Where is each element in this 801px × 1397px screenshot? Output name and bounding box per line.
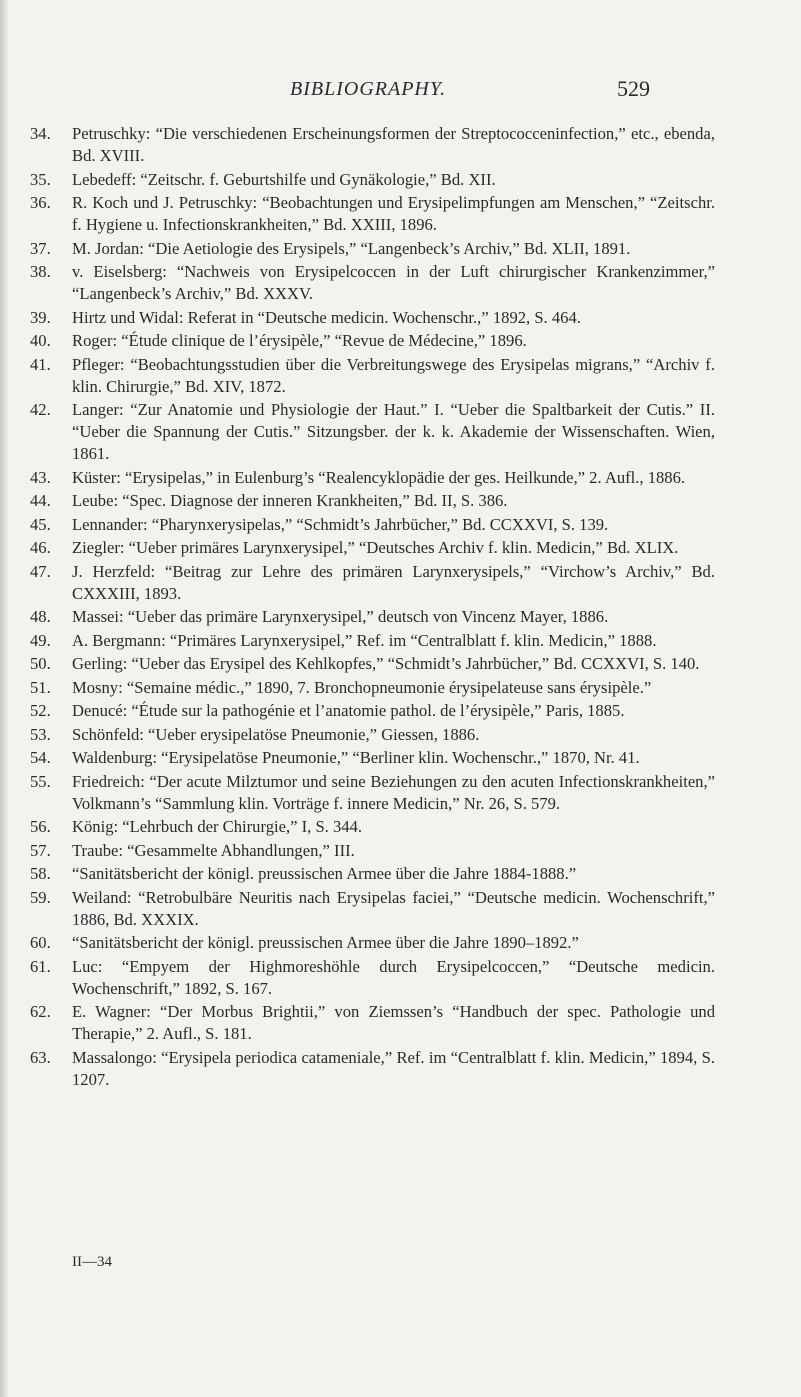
entry-text: Lennander: “Pharynxerysipelas,” “Schmidt’s Jahrbücher,” Bd. CCXXVI, S. 139. bbox=[72, 514, 609, 534]
entry-number: 62. bbox=[30, 1002, 51, 1021]
entry-number: 60. bbox=[30, 933, 51, 952]
entry-number: 38. bbox=[30, 262, 51, 281]
printer-signature: II—34 bbox=[72, 1254, 112, 1270]
bibliography-entry bbox=[30, 630, 715, 652]
page-number: 529 bbox=[617, 76, 650, 101]
entry-number: 61. bbox=[30, 956, 51, 976]
bibliography-entry bbox=[30, 956, 715, 1000]
entry-number: 58. bbox=[30, 864, 51, 883]
entry-text: “Sanitätsbericht der königl. preussischen Armee über die Jahre 1884-1888.” bbox=[72, 864, 577, 883]
bibliography-entry bbox=[30, 724, 715, 746]
bibliography-entry bbox=[30, 169, 715, 191]
entry-number: 34. bbox=[30, 124, 51, 143]
bibliography-entry bbox=[30, 192, 715, 236]
entry-text: Langer: “Zur Anatomie und Physiologie der Haut.” I. “Ueber die Spaltbarkeit der Cutis.” II. “Ueber die Spannung der Cutis.” Sitzungsber. der k. k. Akademie der Wissenschaften. Wien, 1861. bbox=[72, 400, 715, 463]
entry-text: Gerling: “Ueber das Erysipel des Kehlkopfes,” “Schmidt’s Jahrbücher,” Bd. CCXXVI, S. 140. bbox=[72, 654, 700, 673]
bibliography-entry bbox=[30, 653, 715, 675]
bibliography-entry bbox=[30, 863, 715, 885]
bibliography-entry bbox=[30, 490, 715, 512]
entry-text: Hirtz und Widal: Referat in “Deutsche medicin. Wochenschr.,” 1892, S. 464. bbox=[72, 307, 581, 327]
entry-number: 50. bbox=[30, 654, 51, 673]
entry-number: 54. bbox=[30, 748, 51, 767]
entry-number: 47. bbox=[30, 561, 51, 581]
entry-number: 46. bbox=[30, 538, 51, 557]
bibliography-entry bbox=[30, 1001, 715, 1045]
bibliography-entry bbox=[30, 932, 715, 954]
entry-text: König: “Lehrbuch der Chirurgie,” I, S. 344. bbox=[72, 817, 363, 836]
entry-text: Pfleger: “Beobachtungsstudien über die Verbreitungswege des Erysipelas migrans,” “Archiv f. klin. Chirurgie,” Bd. XIV, 1872. bbox=[72, 354, 715, 396]
entry-number: 56. bbox=[30, 817, 51, 836]
entry-number: 35. bbox=[30, 169, 51, 189]
bibliography-entry bbox=[30, 354, 715, 398]
bibliography-entry bbox=[30, 514, 715, 536]
entry-number: 36. bbox=[30, 193, 51, 212]
entry-number: 51. bbox=[30, 677, 51, 697]
page-binding-edge bbox=[0, 0, 8, 1397]
bibliography-entry bbox=[30, 606, 715, 628]
bibliography-entry bbox=[30, 307, 715, 329]
entry-text: J. Herzfeld: “Beitrag zur Lehre des primären Larynxerysipels,” “Virchow’s Archiv,” Bd. CXXXIII, 1893. bbox=[72, 561, 715, 603]
bibliography-entry bbox=[30, 330, 715, 352]
entry-number: 49. bbox=[30, 630, 51, 650]
entry-number: 43. bbox=[30, 467, 51, 487]
entry-text: Denucé: “Étude sur la pathogénie et l’anatomie pathol. de l’érysipèle,” Paris, 1885. bbox=[72, 701, 625, 720]
bibliography-entry bbox=[30, 887, 715, 931]
entry-text: Leube: “Spec. Diagnose der inneren Krankheiten,” Bd. II, S. 386. bbox=[72, 491, 508, 510]
entry-text: Petruschky: “Die verschiedenen Erscheinungsformen der Streptococceninfection,” etc., ebenda, Bd. XVIII. bbox=[72, 124, 715, 165]
entry-text: Schönfeld: “Ueber erysipelatöse Pneumonie,” Giessen, 1886. bbox=[72, 724, 480, 744]
bibliography-entry bbox=[30, 261, 715, 305]
bibliography-entry bbox=[30, 537, 715, 559]
bibliography-entry bbox=[30, 399, 715, 465]
bibliography-entry bbox=[30, 677, 715, 699]
entry-number: 52. bbox=[30, 701, 51, 720]
entry-text: E. Wagner: “Der Morbus Brightii,” von Ziemssen’s “Handbuch der spec. Pathologie und Therapie,” 2. Aufl., S. 181. bbox=[72, 1002, 715, 1043]
entry-text: A. Bergmann: “Primäres Larynxerysipel,” Ref. im “Centralblatt f. klin. Medicin,” 1888. bbox=[72, 630, 657, 650]
bibliography-entry bbox=[30, 238, 715, 260]
bibliography-entry bbox=[30, 1047, 715, 1091]
bibliography-entry bbox=[30, 123, 715, 167]
entry-number: 42. bbox=[30, 400, 51, 419]
entry-text: Luc: “Empyem der Highmoreshöhle durch Erysipelcoccen,” “Deutsche medicin. Wochenschrift,” 1892, S. 167. bbox=[72, 956, 715, 998]
entry-number: 63. bbox=[30, 1047, 51, 1067]
entry-number: 40. bbox=[30, 331, 51, 350]
entry-text: Massalongo: “Erysipela periodica catameniale,” Ref. im “Centralblatt f. klin. Medicin,” 1894, S. 1207. bbox=[72, 1047, 715, 1089]
bibliography-entry bbox=[30, 561, 715, 605]
entry-number: 41. bbox=[30, 354, 51, 374]
entry-text: Roger: “Étude clinique de l’érysipèle,” “Revue de Médecine,” 1896. bbox=[72, 331, 527, 350]
entry-number: 59. bbox=[30, 887, 51, 907]
entry-text: R. Koch und J. Petruschky: “Beobachtungen und Erysipelimpfungen am Menschen,” “Zeitschr. f. Hygiene u. Infectionskrankheiten,” Bd. XXIII, 1896. bbox=[72, 193, 715, 234]
entry-number: 55. bbox=[30, 771, 51, 791]
bibliography-entry bbox=[30, 840, 715, 862]
entry-text: Weiland: “Retrobulbäre Neuritis nach Erysipelas faciei,” “Deutsche medicin. Wochenschrift,” 1886, Bd. XXXIX. bbox=[72, 887, 715, 929]
bibliography-list bbox=[30, 123, 715, 1092]
page-header bbox=[0, 78, 801, 108]
entry-text: “Sanitätsbericht der königl. preussischen Armee über die Jahre 1890–1892.” bbox=[72, 933, 579, 952]
bibliography-entry bbox=[30, 700, 715, 722]
entry-number: 45. bbox=[30, 514, 51, 534]
entry-text: Lebedeff: “Zeitschr. f. Geburtshilfe und Gynäkologie,” Bd. XII. bbox=[72, 169, 496, 189]
entry-text: Küster: “Erysipelas,” in Eulenburg’s “Realencyklopädie der ges. Heilkunde,” 2. Aufl., 1886. bbox=[72, 467, 686, 487]
bibliography-entry bbox=[30, 467, 715, 489]
bibliography-entry bbox=[30, 816, 715, 838]
bibliography-entry bbox=[30, 771, 715, 815]
entry-number: 57. bbox=[30, 840, 51, 860]
entry-number: 48. bbox=[30, 607, 51, 626]
entry-text: Waldenburg: “Erysipelatöse Pneumonie,” “Berliner klin. Wochenschr.,” 1870, Nr. 41. bbox=[72, 748, 640, 767]
entry-text: Massei: “Ueber das primäre Larynxerysipel,” deutsch von Vincenz Mayer, 1886. bbox=[72, 607, 609, 626]
entry-text: Friedreich: “Der acute Milztumor und seine Beziehungen zu den acuten Infectionskrankheiten,” Volkmann’s “Sammlung klin. Vorträge f. innere Medicin,” Nr. 26, S. 579. bbox=[72, 771, 715, 813]
entry-number: 53. bbox=[30, 724, 51, 744]
bibliography-entry bbox=[30, 747, 715, 769]
entry-number: 37. bbox=[30, 238, 51, 258]
entry-text: Traube: “Gesammelte Abhandlungen,” III. bbox=[72, 840, 355, 860]
running-head: BIBLIOGRAPHY. bbox=[290, 78, 447, 100]
entry-text: Mosny: “Semaine médic.,” 1890, 7. Bronchopneumonie érysipelateuse sans érysipèle.” bbox=[72, 677, 652, 697]
entry-number: 39. bbox=[30, 307, 51, 327]
entry-text: v. Eiselsberg: “Nachweis von Erysipelcoccen in der Luft chirurgischer Krankenzimmer,” “Langenbeck’s Archiv,” Bd. XXXV. bbox=[72, 262, 715, 303]
entry-text: M. Jordan: “Die Aetiologie des Erysipels,” “Langenbeck’s Archiv,” Bd. XLII, 1891. bbox=[72, 238, 631, 258]
entry-number: 44. bbox=[30, 491, 51, 510]
entry-text: Ziegler: “Ueber primäres Larynxerysipel,” “Deutsches Archiv f. klin. Medicin,” Bd. XLIX. bbox=[72, 538, 679, 557]
